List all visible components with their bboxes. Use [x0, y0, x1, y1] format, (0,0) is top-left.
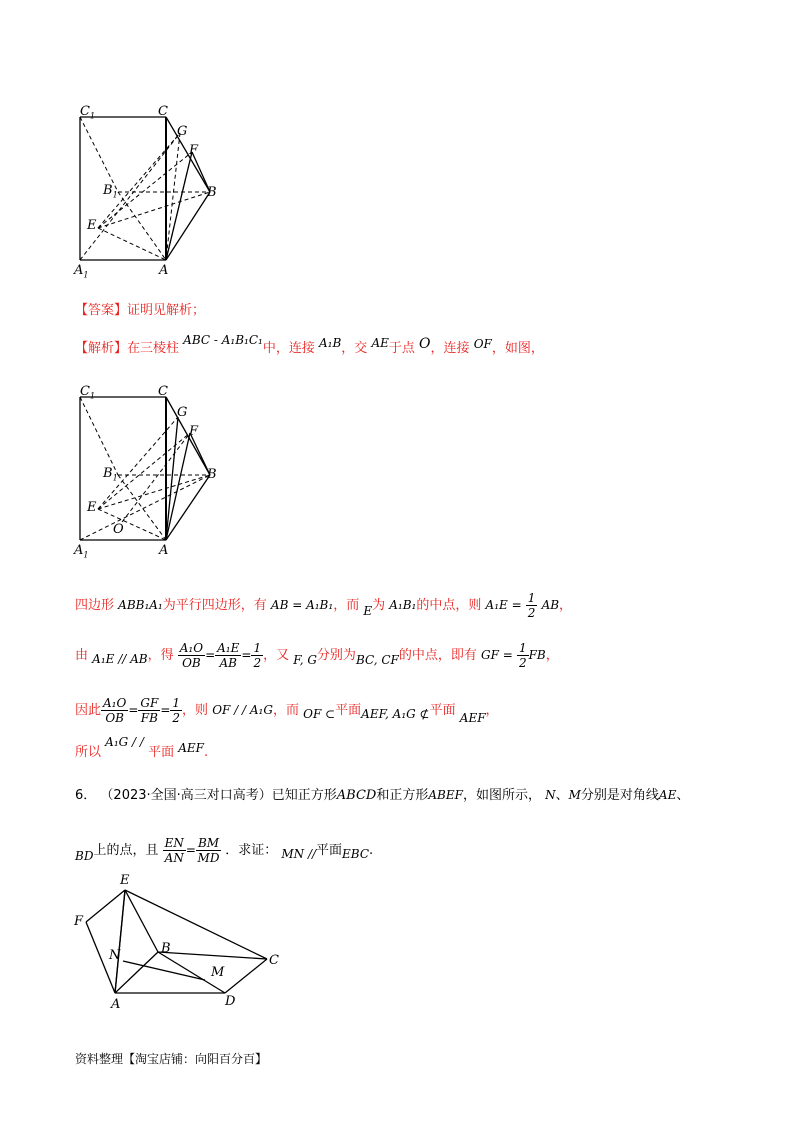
math-aef: AEF — [459, 711, 486, 725]
proof-text: 因此 — [75, 703, 102, 718]
label3-a: A — [111, 997, 121, 1012]
label-f: F — [189, 143, 199, 158]
problem-text: ．求证： — [225, 843, 278, 858]
label2-o: O — [113, 522, 124, 537]
math-a1g-parallel: A₁G / / — [105, 735, 144, 749]
problem-6-line-1 — [75, 787, 689, 804]
proof-text: ， — [559, 598, 573, 613]
proof-text: 的中点，即有 — [398, 648, 477, 663]
math-abef: ABEF — [428, 788, 463, 802]
proof-text: ，则 — [182, 703, 209, 718]
equals: = — [160, 703, 171, 717]
analysis-tag: 【解析】 — [75, 341, 128, 356]
proof-text: 平面 — [335, 703, 362, 718]
math-abcd: ABCD — [336, 788, 377, 803]
math-gf: GF = — [481, 648, 513, 662]
label-c: C — [158, 104, 168, 119]
problem-text: 、 — [676, 788, 690, 803]
proof-text: ， — [545, 648, 559, 663]
label-a: A — [159, 263, 169, 278]
proof-text: 分别为 — [316, 648, 356, 663]
label2-f: F — [189, 424, 199, 439]
squares-figure — [70, 870, 290, 1020]
analysis-text-4: 于点 — [388, 341, 415, 356]
label2-e: E — [87, 500, 97, 515]
math-ab: AB — [541, 598, 560, 612]
footer-text: 资料整理【淘宝店铺：向阳百分百】 — [75, 1052, 268, 1066]
label-b1: $B_1$ — [103, 183, 118, 200]
math-subset: OF ⊂ — [303, 707, 336, 721]
math-bc-cf: BC, CF — [355, 653, 399, 667]
math-a1e: A₁E = — [485, 598, 522, 612]
proof-text: 平面 — [148, 745, 175, 760]
fraction-a1o-ob: $\frac{\text{A₁O}}{OB}$ — [179, 641, 204, 670]
answer-text: 证明见解析； — [127, 303, 206, 318]
problem-text: . — [369, 843, 374, 858]
proof-line-3 — [75, 696, 499, 725]
label2-b1: $B_1$ — [103, 466, 118, 483]
label3-m: M — [211, 965, 225, 980]
problem-text: 、 — [555, 788, 569, 803]
problem-text: （2023·全国·高三对口高考）已知正方形 — [100, 788, 337, 803]
analysis-text-2: 中，连接 — [262, 341, 315, 356]
analysis-text-6: ，如图， — [491, 341, 544, 356]
math-of: OF — [473, 337, 492, 351]
proof-line-1 — [75, 591, 572, 620]
proof-text: 四边形 — [75, 598, 115, 613]
proof-text: 由 — [75, 648, 89, 663]
math-abb1a1: ABB₁A₁ — [118, 598, 163, 612]
answer-line — [75, 303, 205, 319]
label3-c: C — [269, 953, 279, 968]
math-fb: FB — [528, 648, 546, 662]
problem-text: ，如图所示， — [462, 788, 541, 803]
math-a1b: A₁B — [319, 336, 342, 350]
proof-text: ，又 — [263, 648, 290, 663]
proof-text: . — [204, 745, 209, 760]
proof-text: 的中点，则 — [416, 598, 482, 613]
equals: = — [128, 703, 139, 717]
label2-a: A — [159, 543, 169, 558]
equals: = — [185, 843, 196, 857]
fraction-half: $\frac{1}{2}$ — [527, 591, 536, 620]
problem-text: 平面 — [316, 843, 343, 858]
proof-text: 为平行四边形，有 — [162, 598, 267, 613]
math-e: E — [363, 604, 373, 618]
analysis-text-5: ，连接 — [430, 341, 470, 356]
equals: = — [241, 648, 252, 662]
analysis-text-1: 在三棱柱 — [127, 341, 180, 356]
fraction-en-an: $\frac{EN}{AN}$ — [164, 836, 184, 865]
math-m: M — [568, 788, 581, 802]
fraction-half: $\frac{1}{2}$ — [172, 696, 181, 725]
problem-text: 上的点，且 — [93, 843, 159, 858]
problem-text: 分别是对角线 — [580, 788, 659, 803]
fraction-gf-fb: $\frac{GF}{FB}$ — [140, 696, 159, 725]
analysis-line — [75, 333, 544, 357]
analysis-text-3: ，交 — [341, 341, 368, 356]
label2-c1: $C_1$ — [80, 384, 96, 401]
problem-text: 和正方形 — [376, 788, 429, 803]
math-n: N — [545, 788, 556, 802]
label2-c: C — [158, 384, 168, 399]
proof-text: ， — [485, 703, 499, 718]
math-bd: BD — [75, 849, 94, 863]
label-g: G — [177, 124, 188, 139]
label-e: E — [87, 218, 97, 233]
proof-text: 为 — [372, 598, 386, 613]
label3-b: B — [161, 941, 171, 956]
fraction-a1o-ob: $\frac{\text{A₁O}}{OB}$ — [103, 696, 127, 725]
label-c1: $C_1$ — [80, 104, 96, 121]
math-ebc: EBC — [342, 847, 370, 861]
fraction-bm-md: $\frac{BM}{MD}$ — [197, 836, 220, 865]
proof-text: ，而 — [272, 703, 299, 718]
math-parallel: A₁E // AB — [92, 652, 148, 666]
math-not-subset: AEF, A₁G ⊄ — [361, 707, 430, 721]
label3-n: N — [109, 948, 121, 963]
problem-number: 6． — [75, 788, 97, 803]
label2-b: B — [207, 467, 217, 482]
fraction-half: $\frac{1}{2}$ — [518, 641, 527, 670]
proof-line-4 — [75, 735, 209, 761]
label3-d: D — [225, 994, 236, 1009]
answer-tag: 【答案】 — [75, 303, 128, 318]
math-mn-parallel: MN // — [281, 847, 317, 861]
proof-text: 所以 — [75, 745, 102, 760]
proof-text: ，而 — [333, 598, 360, 613]
proof-text: ，得 — [147, 648, 174, 663]
proof-text: 平面 — [429, 703, 456, 718]
math-prism: ABC - A₁B₁C₁ — [183, 333, 263, 347]
math-ae: AE — [658, 788, 677, 802]
problem-6-line-2 — [75, 836, 373, 865]
prism-figure-2 — [60, 375, 230, 560]
math-of-parallel: OF / / A₁G — [212, 703, 273, 717]
label3-f: F — [74, 914, 84, 929]
math-a1b1: A₁B₁ — [389, 598, 417, 612]
label-b: B — [207, 185, 217, 200]
label3-e: E — [120, 873, 130, 888]
proof-line-2 — [75, 641, 559, 670]
label2-a1: $A_1$ — [74, 543, 89, 560]
math-fg: F, G — [293, 653, 317, 667]
label2-g: G — [177, 405, 188, 420]
math-ab-eq: AB = A₁B₁ — [270, 598, 334, 612]
fraction-a1e-ab: $\frac{\text{A₁E}}{AB}$ — [217, 641, 240, 670]
math-o: O — [419, 336, 431, 352]
math-ae: AE — [371, 336, 389, 350]
label-a1: $A_1$ — [74, 263, 89, 280]
prism-figure-1 — [60, 95, 230, 280]
math-aef: AEF — [178, 741, 204, 755]
fraction-half: $\frac{1}{2}$ — [253, 641, 262, 670]
equals: = — [205, 648, 216, 662]
